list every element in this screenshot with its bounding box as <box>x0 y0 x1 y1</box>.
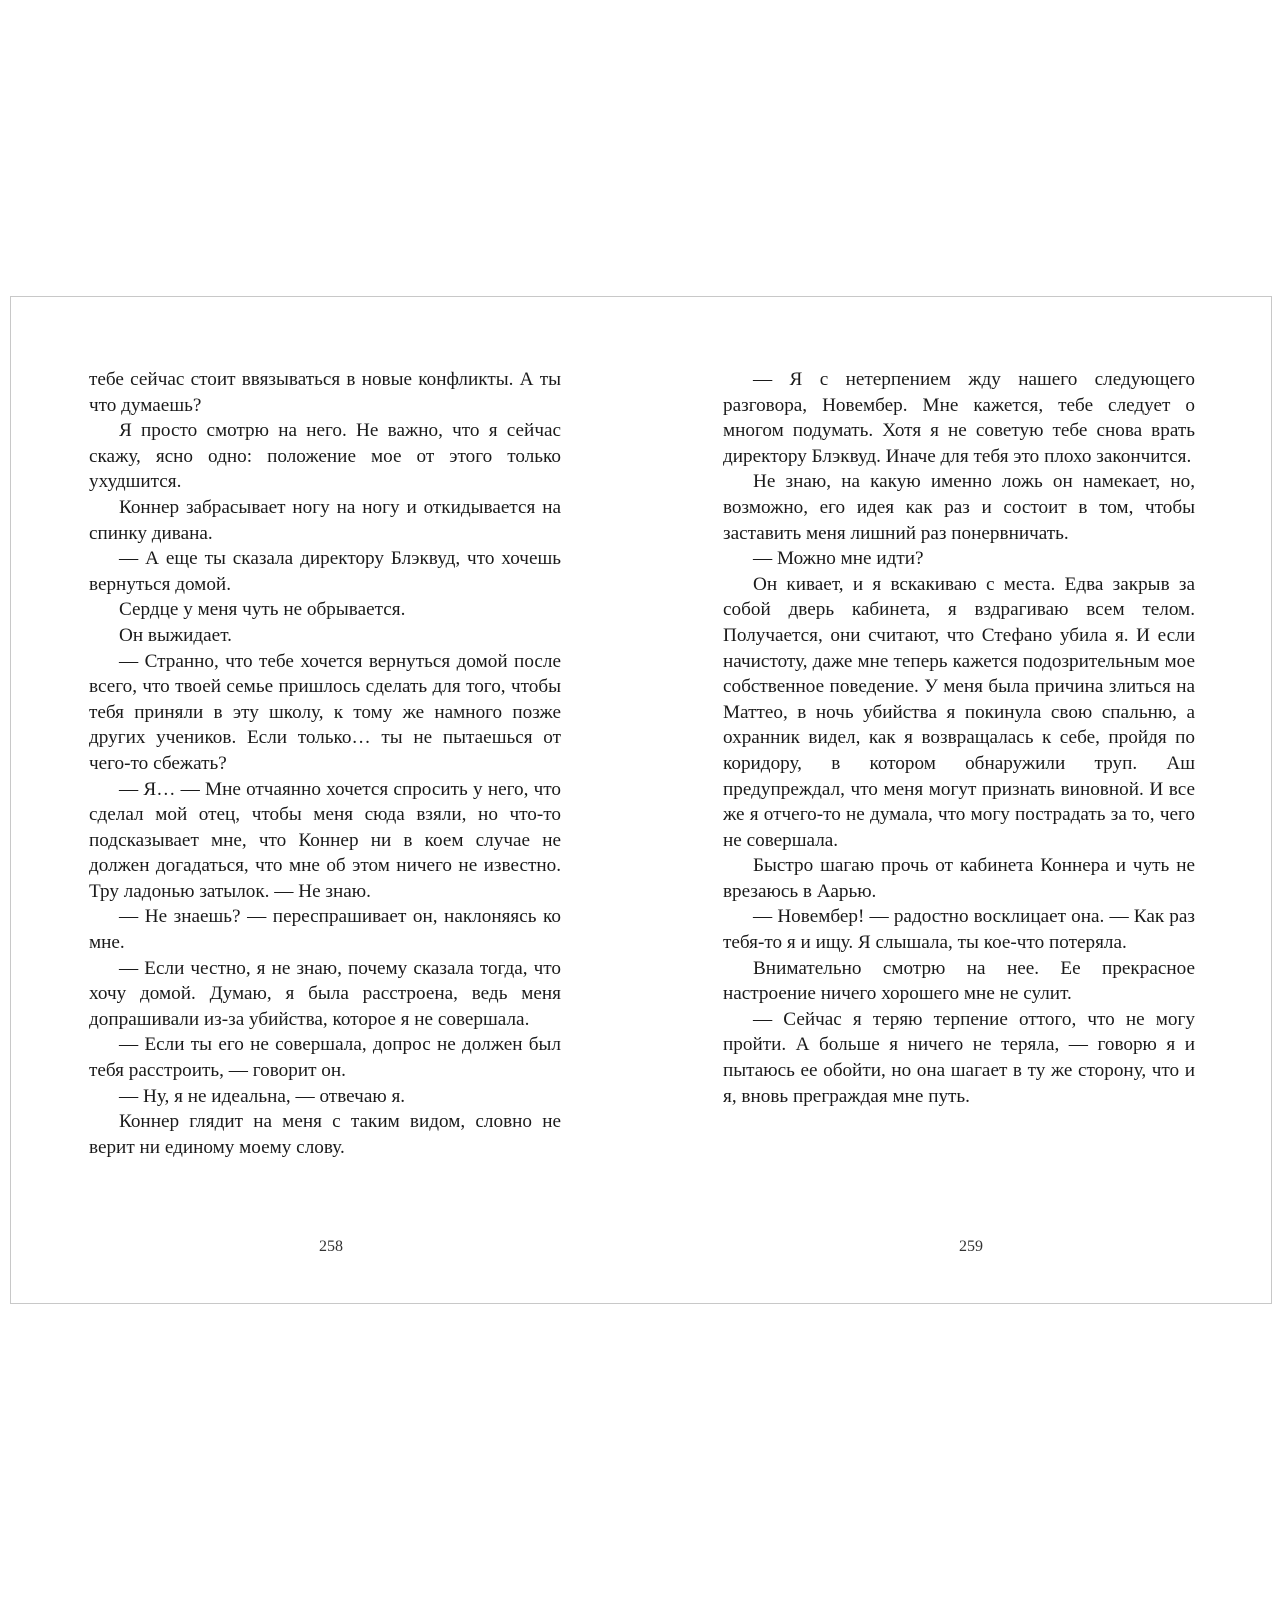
paragraph: — А еще ты сказала директору Блэквуд, что хочешь вернуться домой. <box>89 548 561 595</box>
paragraph: Внимательно смотрю на нее. Ее прекрасное настроение ничего хорошего мне не сулит. <box>723 957 1195 1005</box>
paragraph: — Не знаешь? — переспрашивает он, наклоняясь ко мне. <box>89 906 561 954</box>
paragraph: Я просто смотрю на него. Не важно, что я сейчас скажу, ясно одно: положение мое от этого только ухудшится. <box>89 420 561 493</box>
paragraph: — Если ты его не совершала, допрос не должен был тебя расстроить, — говорит он. <box>89 1034 561 1082</box>
page-number-right: 259 <box>959 1238 983 1255</box>
paragraph: Коннер забрасывает ногу на ногу и откидывается на спинку дивана. <box>89 496 561 544</box>
paragraph: тебе сейчас стоит ввязываться в новые конфликты. А ты что думаешь? <box>89 369 561 416</box>
paragraph: — Можно мне идти? <box>753 548 924 570</box>
paragraph: Он выжидает. <box>119 624 232 646</box>
paragraph: Сердце у меня чуть не обрывается. <box>119 599 406 621</box>
paragraph: — Ну, я не идеальна, — отвечаю я. <box>119 1085 406 1107</box>
book-spread <box>10 296 1272 1304</box>
paragraph: Не знаю, на какую именно ложь он намекает, но, возможно, его идея как раз и состоит в том, чтобы заставить меня лишний раз понервничать. <box>723 471 1195 544</box>
paragraph: Быстро шагаю прочь от кабинета Коннера и чуть не врезаюсь в Аарью. <box>723 855 1195 902</box>
paragraph: — Странно, что тебе хочется вернуться домой после всего, что твоей семье пришлось сделать для того, чтобы тебя приняли в эту школу, к тому же намного позже других учеников. Если только… ты не пытаешься от чего-то сбежать? <box>89 650 561 774</box>
paragraph: Он кивает, и я вскакиваю с места. Едва закрыв за собой дверь кабинета, я вздрагиваю всем телом. Получается, они считают, что Стефано убила я. И если начистоту, даже мне теперь кажется подозрительным мое собственное поведение. У меня была причина злиться на Маттео, в ночь убийства я покинула свою спальню, а охранник видел, как я возвращалась к себе, пройдя по коридору, в котором обнаружили труп. Аш предупреждал, что меня могут признать виновной. И все же я отчего-то не думала, что могу пострадать за то, чего не совершала. <box>723 573 1195 851</box>
right-page <box>723 367 1195 1109</box>
paragraph: — Сейчас я теряю терпение оттого, что не могу пройти. А больше я ничего не теряла, — говорю я и пытаюсь ее обойти, но она шагает в ту же сторону, что и я, вновь преграждая мне путь. <box>723 1008 1195 1107</box>
paragraph: — Я… — Мне отчаянно хочется спросить у него, что сделал мой отец, чтобы меня сюда взяли, но что-то подсказывает мне, что Коннер ни в коем случае не должен догадаться, что мне об этом ничего не известно. Тру ладонью затылок. — Не знаю. <box>89 778 561 902</box>
left-page <box>89 367 561 1160</box>
paragraph: Коннер глядит на меня с таким видом, словно не верит ни единому моему слову. <box>89 1111 561 1158</box>
paragraph: — Я с нетерпением жду нашего следующего разговора, Новембер. Мне кажется, тебе следует о многом подумать. Хотя я не советую тебе снова врать директору Блэквуд. Иначе для тебя это плохо закончится. <box>723 369 1195 467</box>
page-number-left: 258 <box>319 1238 343 1255</box>
paragraph: — Если честно, я не знаю, почему сказала тогда, что хочу домой. Думаю, я была расстроена, ведь меня допрашивали из-за убийства, которое я не совершала. <box>89 957 561 1030</box>
paragraph: — Новембер! — радостно восклицает она. — Как раз тебя-то я и ищу. Я слышала, ты кое-что потеряла. <box>723 906 1195 954</box>
